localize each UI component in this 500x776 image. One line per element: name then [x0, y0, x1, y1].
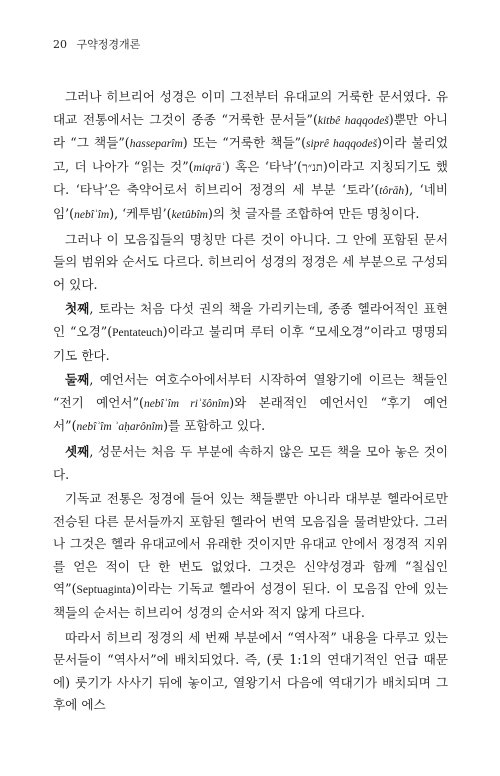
text-run: )의 첫 글자를 조합하여 만든 명칭이다.: [207, 205, 420, 221]
paragraph: [53, 369, 448, 439]
latin-term: Pentateuch: [112, 326, 163, 339]
list-lead: 셋째: [65, 443, 90, 459]
text-run: , 예언서는 여호수아에서부터 시작하여 열왕기에 이르는 책들인 “전기 예언서”(: [53, 372, 448, 410]
running-title: 구약정경개론: [76, 38, 141, 51]
transliteration: nebîʾîm ʾaḥarônîm: [76, 421, 164, 434]
text-run: 기독교 전통은 정경에 들어 있는 책들뿐만 아니라 대부분 헬라어로만 전승된 다른 문서들까지 포함된 헬라어 번역 모음집을 물려받았다. 그러나 그것은 헬라 유대교에서 유래한 것이지만 유대교 안에서 정경적 지위를 얻은 적이 단 한 번도 없었다. 그것은 신약성경과 함께 “칠십인역”(: [53, 491, 448, 597]
text-run: 그러나 히브리어 성경은 이미 그전부터 유대교의 거룩한 문서였다. 유대교 전통에서는 그것이 종종 “거룩한 문서들”(: [53, 89, 448, 127]
latin-term: Septuaginta: [76, 584, 131, 597]
text-run: )와 본래적인 예언서인 “후기 예언서”(: [53, 394, 448, 434]
list-lead: 첫째: [65, 301, 90, 317]
text-run: )이라고 불리며 루터 이후 “모세오경”이라고 명명되기도 한다.: [53, 323, 448, 363]
text-run: , 성문서는 처음 두 부분에 속하지 않은 모든 책을 모아 놓은 것이다.: [53, 443, 448, 482]
text-run: )를 포함하고 있다.: [163, 418, 266, 434]
hebrew-abbreviation: תנ״ך: [302, 161, 323, 174]
transliteration: siprê haqqodeš: [306, 138, 378, 151]
text-run: ) 또는 “거룩한 책들”(: [182, 135, 307, 151]
text-run: )뿐만 아니라 “그 책들”(: [53, 111, 448, 151]
text-run: )이라고 지칭되기도 했다. ‘타낙’은 축약어로서 히브리어 정경의 세 부분 ‘토라’(: [53, 158, 448, 198]
transliteration: tôrāh: [379, 185, 405, 198]
paragraph: [53, 441, 448, 486]
running-header: [53, 36, 140, 52]
paragraph: [53, 627, 448, 717]
transliteration: miqrāʾ: [193, 161, 225, 174]
paragraph: [53, 298, 448, 367]
paragraph: [53, 229, 448, 297]
page-number: 20: [53, 38, 67, 51]
transliteration: ketûbîm: [171, 208, 208, 221]
text-run: 따라서 히브리 정경의 세 번째 부분에서 “역사적” 내용을 다루고 있는 문서들이 “역사서”에 배치되었다. 즉, (룻 1:1의 연대기적인 언급 때문에) 룻기가 사사기 뒤에 놓이고, 열왕기서 다음에 역대기가 배치되며 그 후에 에스: [53, 629, 448, 713]
transliteration: hasseparîm: [129, 138, 183, 151]
text-run: ) 혹은 ‘타낙’(: [224, 158, 303, 174]
text-run: ), ‘네비임’(: [53, 182, 448, 221]
text-run: ), ‘케투빔’(: [109, 205, 172, 221]
transliteration: kitbê haqqodeš: [317, 114, 389, 127]
paragraph: [53, 488, 448, 625]
list-lead: 둘째: [65, 372, 90, 388]
text-run: , 토라는 처음 다섯 권의 책을 가리키는데, 종종 헬라어적인 표현인 “오경”(: [53, 301, 448, 339]
text-run: )이라는 기독교 헬라어 성경이 된다. 이 모음집 안에 있는 책들의 순서는 히브리어 성경의 순서와 적지 않게 다르다.: [53, 581, 448, 621]
text-run: 그러나 이 모음집들의 명칭만 다른 것이 아니다. 그 안에 포함된 문서들의 범위와 순서도 다르다. 히브리어 성경의 정경은 세 부분으로 구성되어 있다.: [53, 231, 448, 292]
body-text: [53, 86, 448, 719]
paragraph: [53, 86, 448, 227]
text-run: )이라 불리었고, 더 나아가 “읽는 것”(: [53, 135, 448, 174]
transliteration: nebîʾîm: [74, 208, 110, 221]
transliteration: nebîʾîm riʾšônîm: [143, 397, 230, 410]
